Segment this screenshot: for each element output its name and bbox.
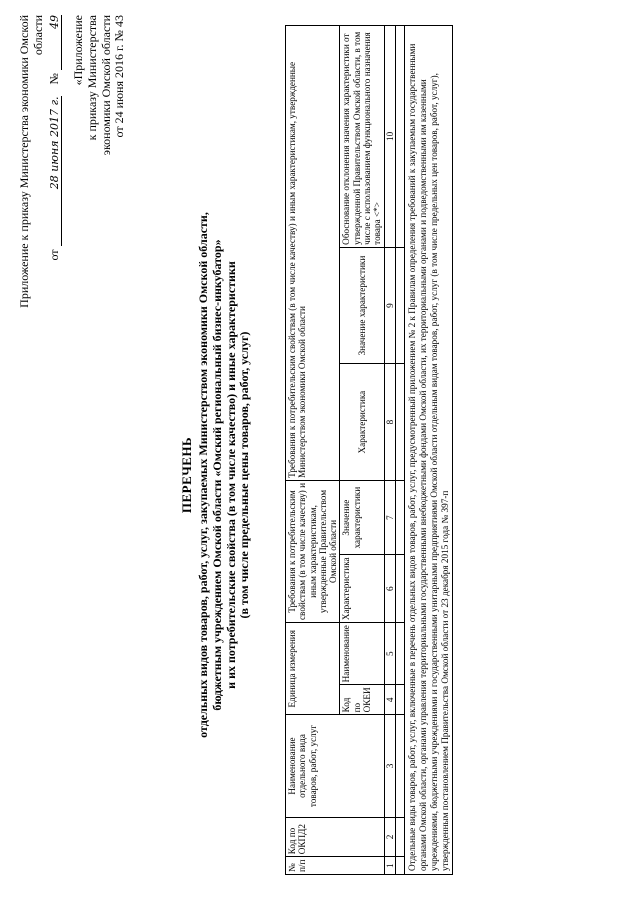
header-ministry-characteristic: Характеристика xyxy=(340,364,384,481)
column-number: 1 xyxy=(384,857,395,875)
blank-row xyxy=(395,26,404,875)
blank-cell xyxy=(395,247,404,364)
blank-cell xyxy=(395,480,404,554)
column-number: 7 xyxy=(384,480,395,554)
order-appendix-line: Приложение к приказу Министерства экономики Омской области xyxy=(17,15,45,308)
document-title xyxy=(180,145,252,805)
number-label: № xyxy=(46,73,61,85)
column-number-row xyxy=(384,26,395,875)
handwritten-date: 28 июня 2017 г. xyxy=(49,96,63,246)
header-characteristic-value: Значение характеристики xyxy=(340,480,384,554)
column-number: 6 xyxy=(384,555,395,623)
blank-cell xyxy=(395,817,404,857)
title-line-2: бюджетным учреждением Омской области «Омский региональный бизнес-инкубатор» xyxy=(209,239,224,711)
header-item-name: Наименование отдельного вида товаров, работ, услуг xyxy=(286,715,385,817)
order-date-line xyxy=(48,15,63,345)
column-number: 9 xyxy=(384,247,395,364)
header-requirements-ministry: Требования к потребительским свойствам (в том числе качеству) и иным характеристикам, утвержденные Министерством экономики Омской области xyxy=(286,26,340,481)
header-unit-name: Наименование xyxy=(340,623,384,685)
header-deviation-justification: Обоснование отклонения значения характеристики от утвержденной Правительством Омской области, в том числе с использованием функционального назначения товара <*> xyxy=(340,26,384,248)
title-line-1: отдельных видов товаров, работ, услуг, закупаемых Министерством экономики Омской области, xyxy=(195,212,210,738)
appendix-line-1: «Приложение xyxy=(71,15,85,86)
handwritten-number: 49 xyxy=(49,15,63,70)
appendix-line-2: к приказу Министерства xyxy=(84,15,99,141)
blank-cell xyxy=(395,26,404,248)
header-characteristic: Характеристика xyxy=(340,555,384,623)
goods-requirements-table xyxy=(285,25,453,875)
appendix-line-3: экономики Омской области xyxy=(98,15,113,156)
blank-cell xyxy=(395,685,404,715)
appendix-line-4: от 24 июня 2016 г. № 43 xyxy=(112,15,127,138)
blank-cell xyxy=(395,715,404,817)
appendix-reference xyxy=(72,15,127,305)
header-unit: Единица измерения xyxy=(286,623,340,715)
table-footnote: Отдельные виды товаров, работ, услуг, включенные в перечень отдельных видов товаров, работ, услуг, предусмотренный приложением № 2 к Правилам определения требований к закупаемым государственными органами Омской области, органами управления территориальными государственными внебюджетными фондами Омской области, их территориальными органами и подведомственными им казенными учреждениями, бюджетными учреждениями и государственными унитарными предприятиями Омской области отдельным видам товаров, работ, услуг (в том числе предельных цен товаров, работ, услуг), утвержденным постановлением Правительства Омской области от 23 декабря 2015 года № 397-п xyxy=(404,26,452,875)
footnote-row xyxy=(404,26,452,875)
header-okpd: Код по ОКПД2 xyxy=(286,817,385,857)
header-row-1 xyxy=(286,26,340,875)
column-number: 10 xyxy=(384,26,395,248)
title-line-4: (в том числе предельные цены товаров, работ, услуг) xyxy=(237,331,252,619)
column-number: 8 xyxy=(384,364,395,481)
blank-cell xyxy=(395,364,404,481)
order-appendix-header xyxy=(18,15,62,345)
from-label: от xyxy=(46,249,61,261)
header-number: № п/п xyxy=(286,857,385,875)
title-main: ПЕРЕЧЕНЬ xyxy=(179,436,194,514)
header-requirements-government: Требования к потребительским свойствам (в том числе качеству) и иным характеристикам, утвержденные Правительством Омской области xyxy=(286,480,340,622)
blank-cell xyxy=(395,555,404,623)
blank-cell xyxy=(395,623,404,685)
header-ministry-value: Значение характеристики xyxy=(340,247,384,364)
title-line-3: и их потребительские свойства (в том числе качество) и иные характеристики xyxy=(223,261,238,689)
column-number: 5 xyxy=(384,623,395,685)
header-unit-code: Код по ОКЕИ xyxy=(340,685,384,715)
blank-cell xyxy=(395,857,404,875)
column-number: 2 xyxy=(384,817,395,857)
column-number: 3 xyxy=(384,715,395,817)
column-number: 4 xyxy=(384,685,395,715)
